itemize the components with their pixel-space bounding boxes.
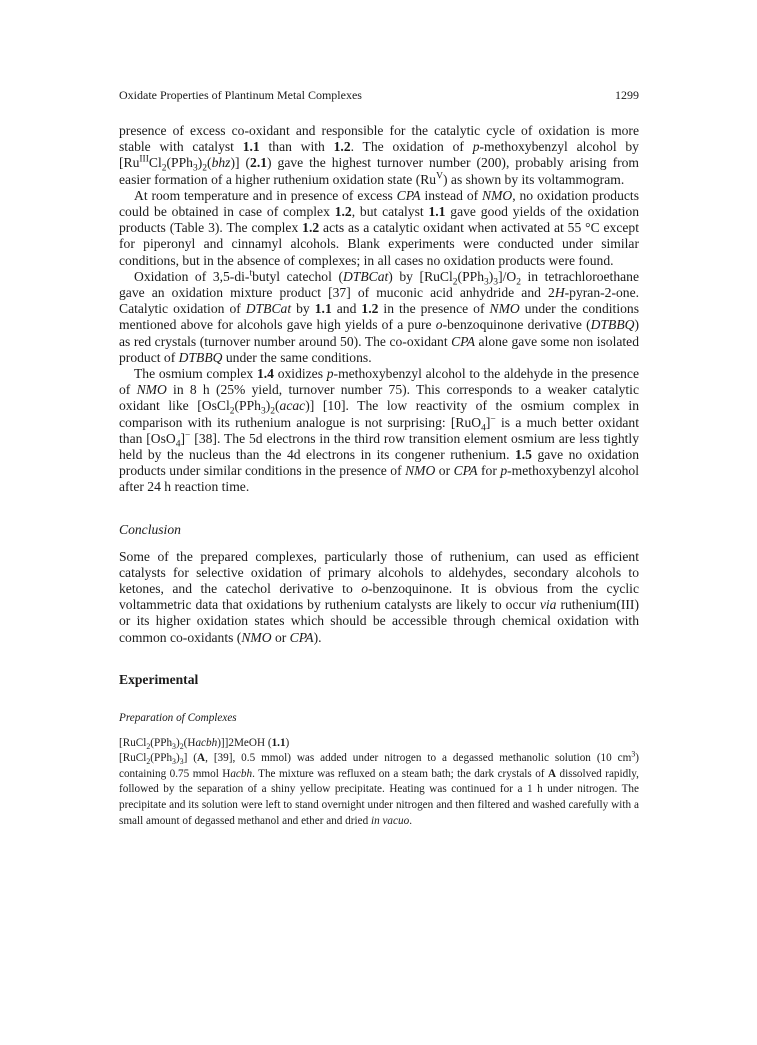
journal-page <box>119 88 639 830</box>
conclusion-heading: Conclusion <box>119 521 181 537</box>
paragraph-2: At room temperature and in presence of excess CPA instead of NMO, no oxidation products could be obtained in case of complex 1.2, but catalyst 1.1 gave good yields of the oxidation products (Table 3). The complex 1.2 acts as a catalytic oxidant when activated at 55 °C except for piperonyl and cinnamyl alcohols. Blank experiments were conducted under similar conditions, but in the absence of complexes; in all cases no oxidation products were found. <box>119 187 640 268</box>
compound-heading: $[RuCl_2(PPh_3)_2(Hacbh)]]2MeOH$ (1.1) <box>119 736 290 752</box>
experimental-heading: Experimental <box>119 671 199 687</box>
paragraph-3: Oxidation of 3,5-di-$^t$butyl catechol (DTBCat) by $[RuCl_2(PPh_3)_3]/O_2$ in tetrachloroethane gave an oxidation mixture product [37] of muconic acid anhydride and 2H-pyran-2-one. Catalytic oxidation of DTBCat by 1.1 and 1.2 in the presence of NMO under the conditions mentioned above for alcohols gave high yields of a pure o-benzoquinone derivative (DTBBQ) as red crystals (turnover number around 50). The co-oxidant CPA alone gave some non isolated product of DTBBQ under the same conditions. <box>119 268 639 365</box>
running-head <box>119 88 639 102</box>
page-number: 1299 <box>615 88 639 102</box>
preparation-heading: Preparation of Complexes <box>119 711 237 724</box>
paragraph-4: The osmium complex 1.4 oxidizes p-methoxybenzyl alcohol to the aldehyde in the presence of NMO in 8 h (25% yield, turnover number 75). This corresponds to a weaker catalytic oxidant like $[OsCl_2(PPh_3)_2(acac)]$ [10]. The low reactivity of the osmium complex in comparison with its ruthenium analogue is not surprising: [RuO$_4$]− is a much better oxidant than [OsO$_4$]− [38]. The 5d electrons in the third row transition element osmium are less tightly held by the nucleus than the 4d electrons in its congener ruthenium. 1.5 gave no oxidation products under similar conditions in the presence of NMO or CPA for p-methoxybenzyl alcohol after 24 h reaction time. <box>119 366 640 495</box>
discussion-text <box>119 123 639 496</box>
running-head-title: Oxidate Properties of Plantinum Metal Complexes <box>119 88 362 102</box>
paragraph-1: presence of excess co-oxidant and responsible for the catalytic cycle of oxidation is more stable with catalyst 1.1 than with 1.2. The oxidation of p-methoxybenzyl alcohol by $[Ru^{III}Cl_2(PPh_3)_2(bhz)]$ (2.1) gave the highest turnover number (200), probably arising from easier formation of a higher ruthenium oxidation state $(Ru^V)$ as shown by its voltammogram. <box>119 123 640 187</box>
procedure-paragraph: $[RuCl_2(PPh_3)_3]$ (A, [39], 0.5 mmol) was added under nitrogen to a degassed methanolic solution (10 $cm^3$) containing 0.75 mmol Hacbh. The mixture was refluxed on a steam bath; the dark crystals of A dissolved rapidly, followed by the separation of a shiny yellow precipitate. Heating was continued for a 1 h under nitrogen. The precipitate and its solution were left to stand overnight under nitrogen and then filtered and washed carefully with a small amount of degassed methanol and ether and dried in vacuo. <box>119 749 639 828</box>
conclusion-paragraph: Some of the prepared complexes, particularly those of ruthenium, can used as efficient catalysts for selective oxidation of primary alcohols to aldehydes, secondary alcohols to ketones, and the catechol derivative to o-benzoquinone. It is obvious from the cyclic voltammetric data that oxidations by ruthenium catalysts are likely to occur via ruthenium(III) or its higher oxidation states which should be accessible through chemical oxidation with common co-oxidants (NMO or CPA). <box>119 548 639 645</box>
